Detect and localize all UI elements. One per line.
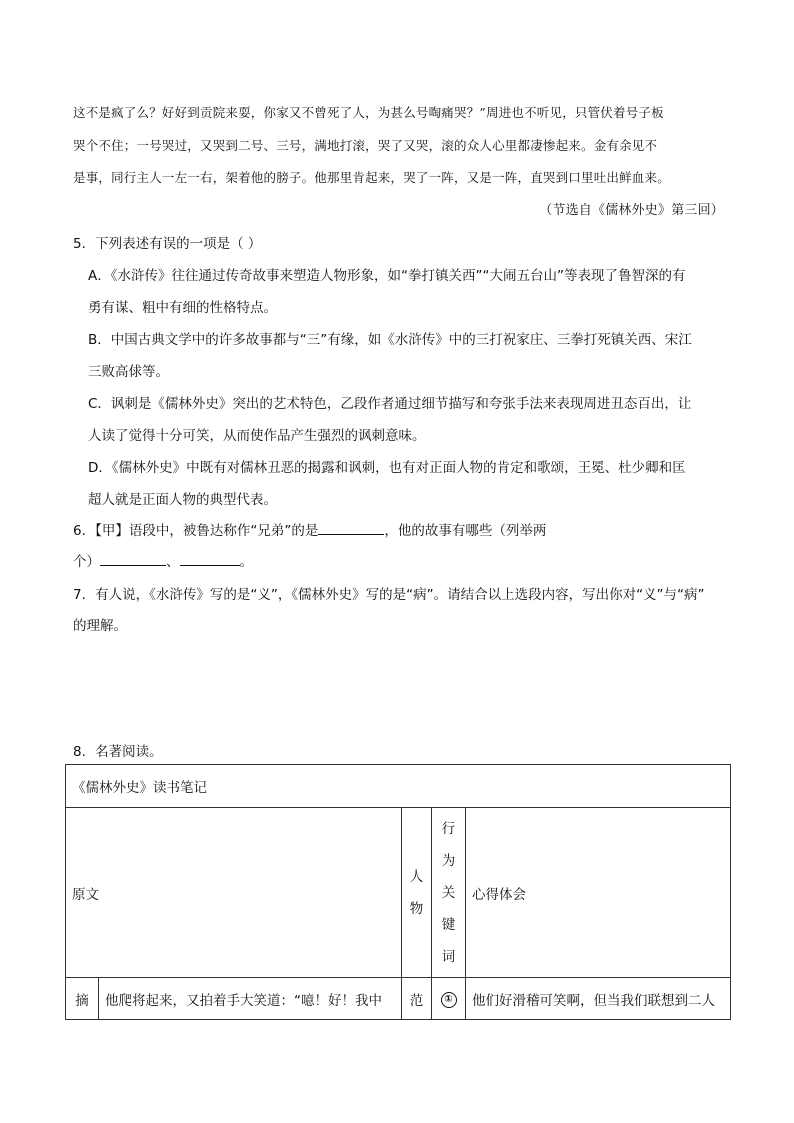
reading-notes-table bbox=[65, 764, 731, 1020]
header-person bbox=[402, 808, 432, 978]
circled-number-1: ① bbox=[441, 992, 457, 1008]
header-insight: 心得体会 bbox=[466, 808, 731, 978]
q5-option-a: A．《水浒传》往往通过传奇故事来塑造人物形象，如“拳打镇关西”“大闹五台山”等表现了鲁智深的有 bbox=[88, 268, 686, 284]
passage-line-3: 是事，同行主人一左一右，架着他的膀子。他那里肯起来，哭了一阵，又是一阵，直哭到口里吐出鲜血来。 bbox=[73, 170, 670, 185]
header-keyword-char-1: 行 bbox=[441, 820, 456, 837]
answer-blank-2[interactable] bbox=[100, 564, 166, 566]
q5-option-d: D．《儒林外史》中既有对儒林丑恶的揭露和讽刺，也有对正面人物的肯定和歌颂，王冕、杜少卿和匡 bbox=[88, 460, 686, 476]
row-label: 摘 bbox=[66, 978, 99, 1020]
passage-line-2: 哭个不住；一号哭过，又哭到二号、三号，满地打滚，哭了又哭，滚的众人心里都凄惨起来。金有余见不 bbox=[73, 138, 658, 153]
q5-stem: 5．下列表述有误的一项是（ ） bbox=[73, 236, 262, 252]
header-original: 原文 bbox=[66, 808, 402, 978]
q6-text-1: 6．【甲】语段中，被鲁达称作“兄弟”的是 bbox=[73, 523, 319, 539]
q6-text-3: 个） bbox=[73, 554, 100, 570]
q6-text-2: ，他的故事有哪些（列举两 bbox=[384, 523, 547, 539]
table-title: 《儒林外史》读书笔记 bbox=[66, 765, 731, 808]
q5-option-c-cont: 人读了觉得十分可笑，从而使作品产生强烈的讽刺意味。 bbox=[88, 428, 426, 444]
row-person: 范 bbox=[402, 978, 432, 1020]
q6-line-2 bbox=[73, 550, 253, 570]
header-keyword-char-5: 词 bbox=[441, 948, 456, 965]
header-person-char-2: 物 bbox=[409, 900, 424, 917]
header-keyword-char-3: 关 bbox=[441, 884, 456, 901]
row-original: 他爬将起来，又拍着手大笑道：“噫！好！我中 bbox=[99, 978, 402, 1020]
row-insight: 他们好滑稽可笑啊，但当我们联想到二人 bbox=[466, 978, 731, 1020]
q5-option-d-cont: 超人就是正面人物的典型代表。 bbox=[88, 492, 277, 508]
q6-end: 。 bbox=[239, 554, 253, 570]
q8-stem: 8．名著阅读。 bbox=[73, 744, 163, 760]
q5-option-b: B．中国古典文学中的许多故事都与“三”有缘，如《水浒传》中的三打祝家庄、三拳打死镇关西、宋江 bbox=[88, 332, 692, 348]
header-keyword bbox=[432, 808, 466, 978]
passage-line-1: 这不是疯了么？好好到贡院来耍，你家又不曾死了人，为甚么号啕痛哭？”周进也不听见，只管伏着号子板 bbox=[73, 105, 664, 120]
q5-option-c: C．讽刺是《儒林外史》突出的艺术特色，乙段作者通过细节描写和夸张手法来表现周进丑态百出，让 bbox=[88, 396, 692, 412]
header-person-char-1: 人 bbox=[409, 868, 424, 885]
q6-separator: 、 bbox=[166, 554, 180, 570]
header-keyword-char-4: 键 bbox=[441, 916, 456, 933]
row-keyword bbox=[432, 978, 466, 1020]
q7-line-2: 的理解。 bbox=[73, 618, 127, 634]
q7-line-1: 7．有人说，《水浒传》写的是“义”，《儒林外史》写的是“病”。请结合以上选段内容，写出你对“义”与“病” bbox=[73, 587, 705, 603]
passage-source: （节选自《儒林外史》第三回） bbox=[539, 203, 724, 218]
answer-blank-1[interactable] bbox=[318, 533, 384, 535]
header-keyword-char-2: 为 bbox=[441, 852, 456, 869]
q5-option-b-cont: 三败高俅等。 bbox=[88, 364, 169, 380]
q6-line-1 bbox=[73, 519, 546, 539]
q5-option-a-cont: 勇有谋、粗中有细的性格特点。 bbox=[88, 300, 277, 316]
answer-blank-3[interactable] bbox=[180, 564, 240, 566]
